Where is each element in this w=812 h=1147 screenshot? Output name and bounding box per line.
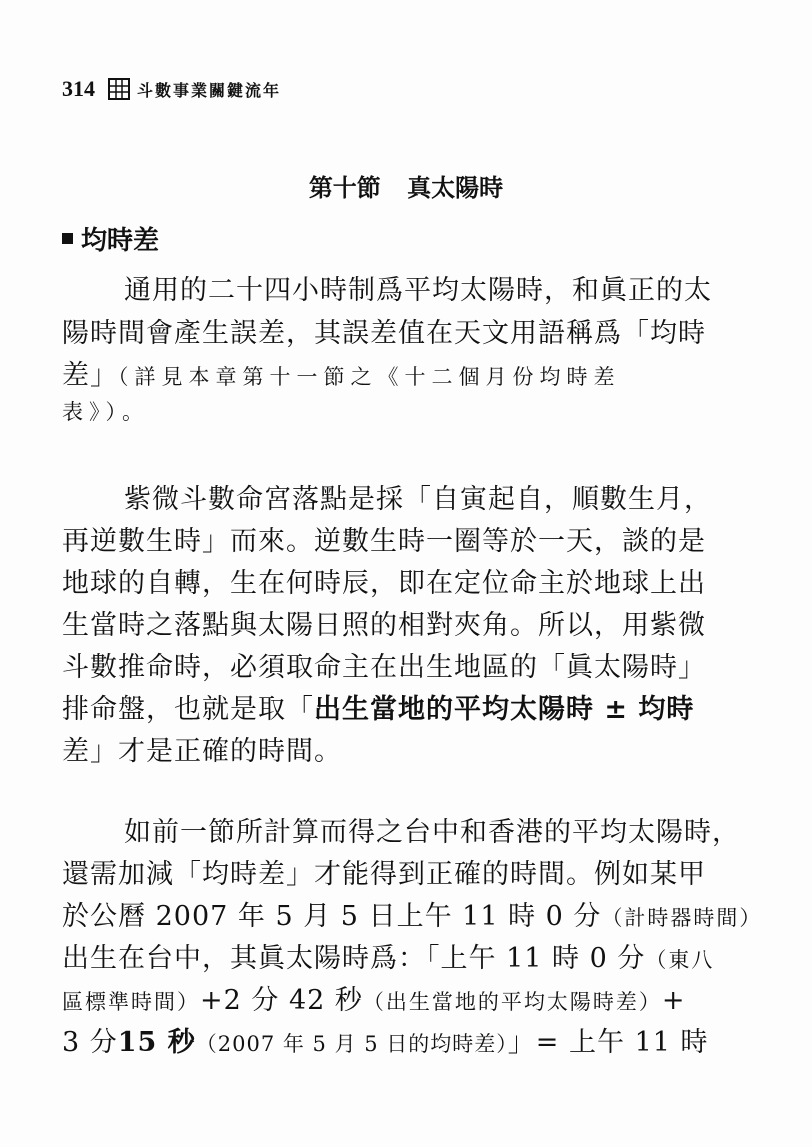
paragraph-3-line-3 bbox=[62, 894, 763, 933]
paragraph-3-line-6-c: （2007 年 5 月 5 日的均時差） bbox=[195, 1032, 508, 1056]
paragraph-3-line-2: 還需加減「均時差」才能得到正確的時間。例如某甲 bbox=[62, 859, 706, 890]
paragraph-3-line-5-d: + bbox=[661, 985, 686, 1016]
paragraph-1-line-3-b: （詳見本章第十一節之《十二個月份均時差 bbox=[118, 365, 621, 389]
paragraph-2-line-4: 生當時之落點與太陽日照的相對夾角。所以，用紫微 bbox=[62, 610, 706, 641]
book-grid-icon bbox=[107, 77, 131, 101]
paragraph-2-line-1: 紫微斗數命宮落點是採「自寅起自，順數生月， bbox=[124, 484, 712, 515]
paragraph-2-line-3: 地球的自轉，生在何時辰，即在定位命主於地球上出 bbox=[62, 568, 706, 599]
page-number: 314 bbox=[62, 76, 95, 101]
paragraph-1-line-1: 通用的二十四小時制爲平均太陽時，和眞正的太 bbox=[124, 275, 712, 306]
paragraph-2-line-5: 斗數推命時，必須取命主在出生地區的「眞太陽時」 bbox=[62, 652, 706, 683]
square-bullet-icon bbox=[62, 233, 73, 244]
paragraph-3-line-6-b: 15 秒 bbox=[117, 1027, 196, 1058]
paragraph-3-line-4-a: 出生在台中，其眞太陽時爲：「上午 11 時 0 分 bbox=[62, 943, 646, 974]
paragraph-3-line-6 bbox=[62, 1020, 738, 1059]
paragraph-3-line-1: 如前一節所計算而得之台中和香港的平均太陽時， bbox=[124, 817, 740, 848]
paragraph-2-line-6-b: 出生當地的平均太陽時 ± 均時 bbox=[314, 694, 695, 725]
section-title: 第十節 真太陽時 bbox=[308, 174, 504, 202]
paragraph-2-line-7: 差」才是正確的時間。 bbox=[62, 736, 342, 767]
paragraph-3-line-4 bbox=[62, 936, 738, 975]
paragraph-3-line-5-c: （出生當地的平均太陽時差） bbox=[362, 990, 662, 1014]
paragraph-1-line-3 bbox=[62, 353, 738, 392]
paragraph-3-line-5-a: 區標準時間） bbox=[62, 990, 200, 1014]
paragraph-3-line-5 bbox=[62, 978, 738, 1017]
paragraph-1-line-2: 陽時間會產生誤差，其誤差值在天文用語稱爲「均時 bbox=[62, 318, 706, 349]
paragraph-3-line-6-d: 」= 上午 11 時 bbox=[507, 1027, 709, 1058]
paragraph-2-line-2: 再逆數生時」而來。逆數生時一圈等於一天，談的是 bbox=[62, 526, 706, 557]
paragraph-2-line-6 bbox=[62, 687, 738, 726]
paragraph-3-line-4-b: （東八 bbox=[645, 948, 715, 972]
book-title: 斗數事業關鍵流年 bbox=[137, 80, 282, 100]
paragraph-3-line-6-a: 3 分 bbox=[62, 1027, 118, 1058]
paragraph-1-line-4-text: 表》）。 bbox=[62, 400, 149, 424]
paragraph-3-line-5-b: +2 分 42 秒 bbox=[200, 985, 363, 1016]
paragraph-1-line-4 bbox=[62, 395, 738, 426]
subheading-text: 均時差 bbox=[81, 226, 160, 256]
paragraph-3-line-3-a: 於公曆 2007 年 5 月 5 日上午 11 時 0 分 bbox=[62, 901, 602, 932]
subheading bbox=[62, 220, 159, 257]
paragraph-2-line-6-a: 排命盤，也就是取「 bbox=[62, 694, 314, 725]
paragraph-1-line-3-a: 差」 bbox=[62, 360, 118, 391]
paragraph-3-line-3-b: （計時器時間） bbox=[601, 906, 763, 930]
page-header bbox=[62, 74, 281, 104]
